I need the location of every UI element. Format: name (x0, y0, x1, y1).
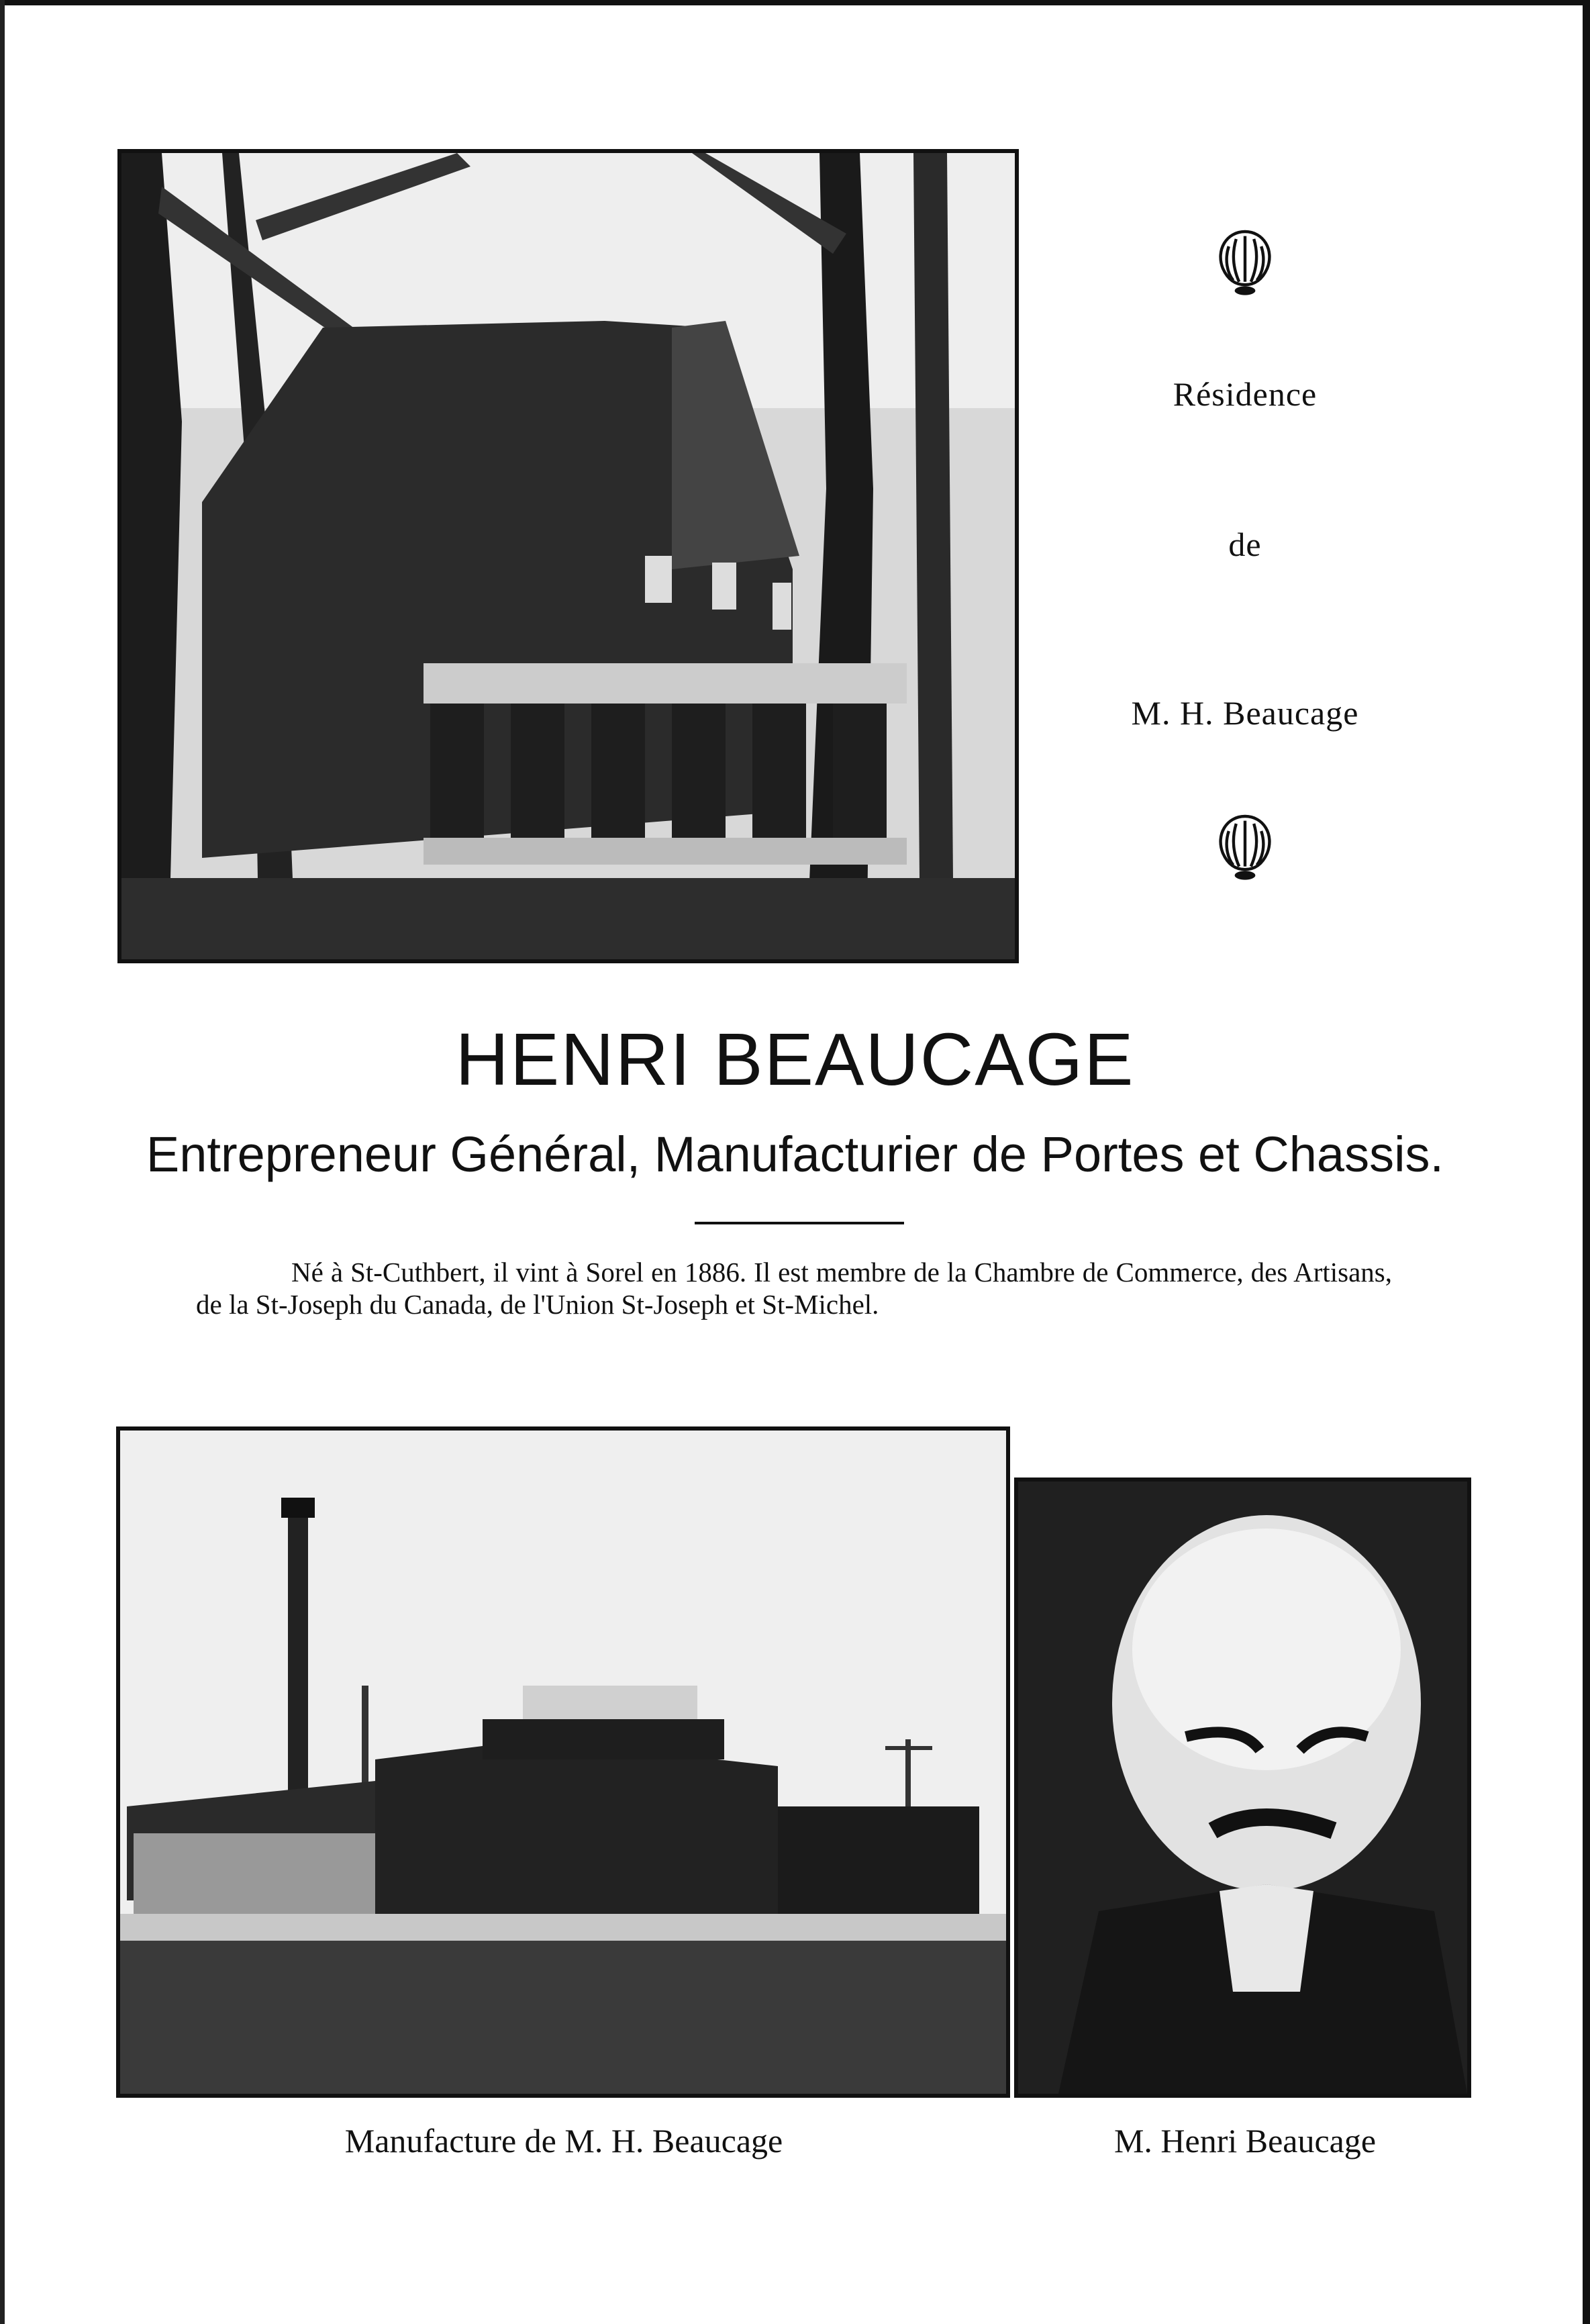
factory-photo (116, 1426, 1010, 2098)
factory-caption: Manufacture de M. H. Beaucage (344, 2122, 783, 2160)
page-subtitle: Entrepreneur Général, Manufacturier de Portes et Chassis. (146, 1126, 1444, 1182)
portrait-caption: M. Henri Beaucage (1113, 2122, 1377, 2160)
fleuron-ornament-icon (1208, 224, 1282, 298)
residence-caption-line: Résidence (1173, 375, 1318, 413)
residence-caption-line: de (1228, 526, 1262, 563)
title-divider (695, 1222, 904, 1224)
biography-paragraph: Né à St-Cuthbert, il vint à Sorel en 1886. Il est membre de la Chambre de Commerce, des Artisans, de la St-Joseph du Canada, de l'Union St-Joseph et St-Michel. (196, 1257, 1392, 1320)
page-title: HENRI BEAUCAGE (455, 1018, 1135, 1101)
page-edge-top (0, 0, 1590, 5)
residence-caption-line: M. H. Beaucage (1131, 694, 1359, 732)
fleuron-ornament-icon (1208, 809, 1282, 883)
residence-photo (117, 149, 1019, 963)
portrait-photo (1014, 1478, 1471, 2098)
